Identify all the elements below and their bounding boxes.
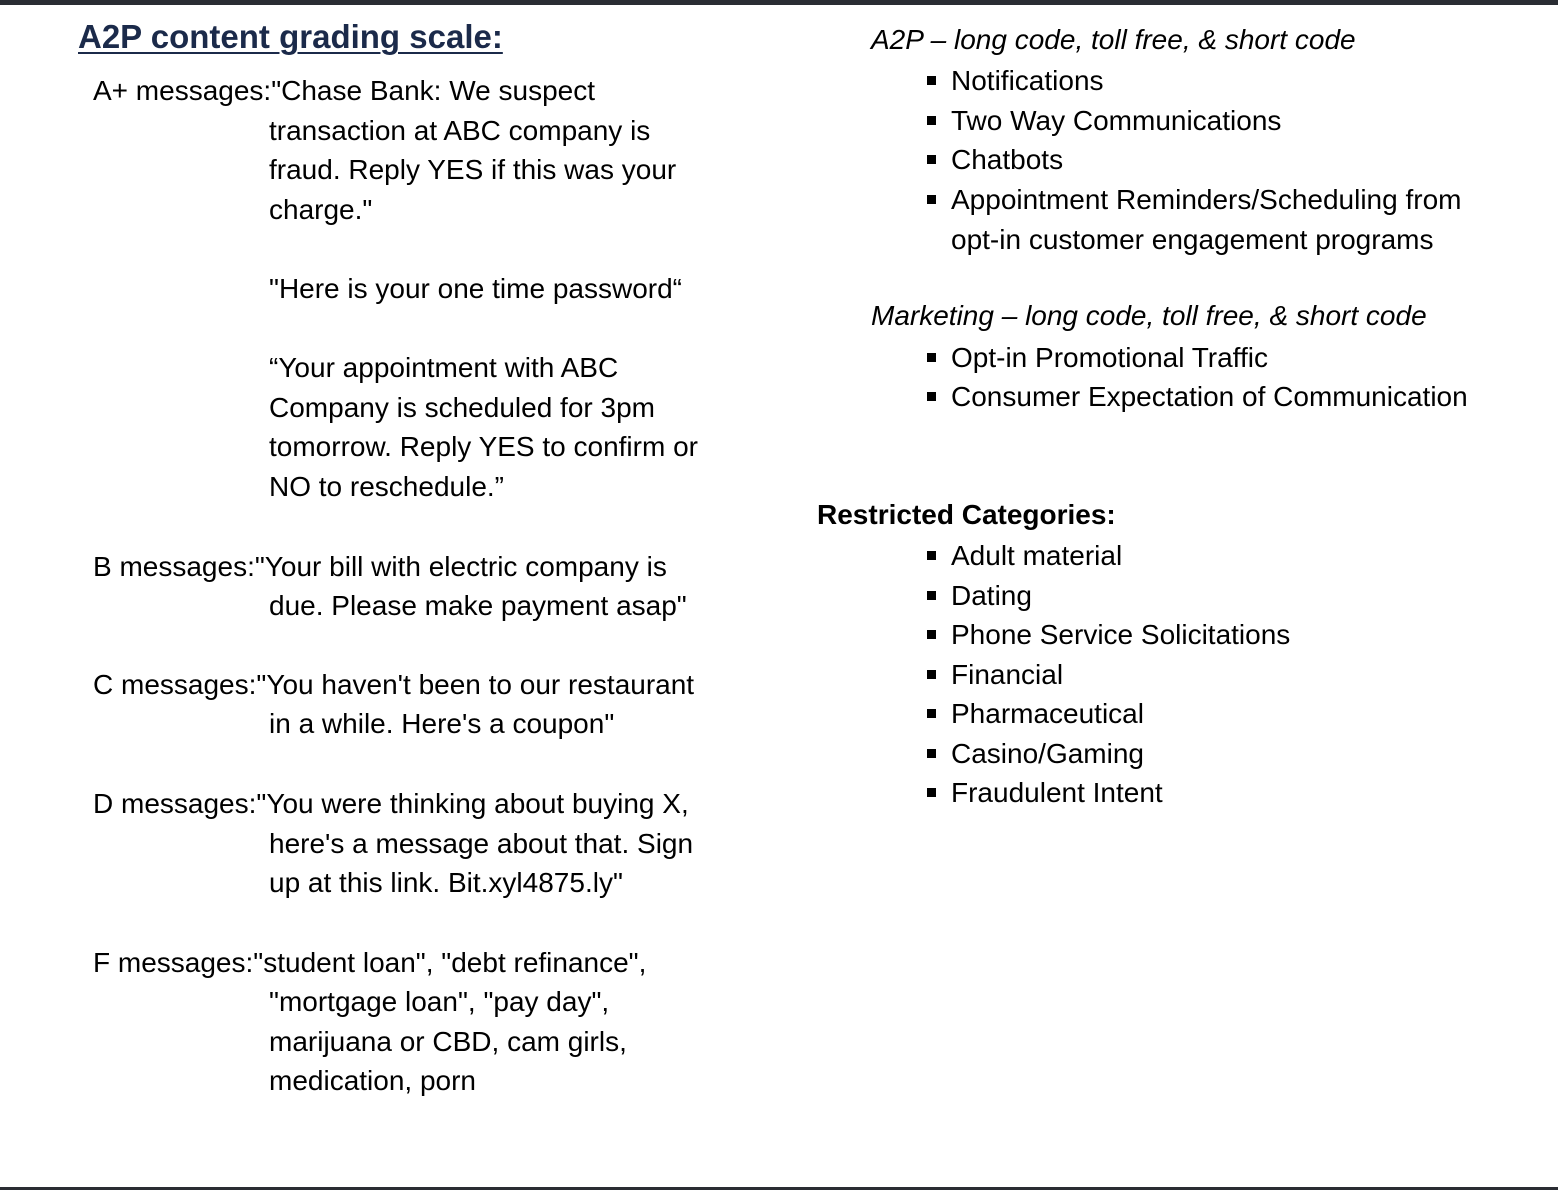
grade-f-label: F messages: xyxy=(93,947,254,978)
page-title: A2P content grading scale: xyxy=(78,18,503,55)
grade-d-line-1: "You were thinking about buying X, xyxy=(256,788,689,819)
bullet-square-icon xyxy=(927,591,936,600)
bullet-square-icon xyxy=(927,709,936,718)
grade-d-label: D messages: xyxy=(93,788,257,819)
bullet-square-icon xyxy=(927,749,936,758)
bullet-square-icon xyxy=(927,551,936,560)
bullet-square-icon xyxy=(927,116,936,125)
bullet-square-icon xyxy=(927,195,936,204)
grade-aplus-line-5: "Here is your one time password“ xyxy=(269,273,682,304)
grade-aplus-line-2: transaction at ABC company is xyxy=(269,115,651,146)
marketing-section-title: Marketing – long code, toll free, & short code xyxy=(871,300,1427,331)
bullet-square-icon xyxy=(927,155,936,164)
grade-f-first-line xyxy=(93,943,646,983)
restricted-section-title: Restricted Categories: xyxy=(817,499,1116,530)
bullet-square-icon xyxy=(927,353,936,362)
grade-aplus-line-8: tomorrow. Reply YES to confirm or xyxy=(269,431,698,462)
grade-b-label: B messages: xyxy=(93,551,255,582)
bullet-square-icon xyxy=(927,670,936,679)
grade-aplus-label: A+ messages: xyxy=(93,75,272,106)
categories-column xyxy=(800,0,1558,1190)
grade-aplus-line-4: charge." xyxy=(269,194,373,225)
grade-c-first-line xyxy=(93,665,694,705)
grade-aplus-first-line xyxy=(93,71,595,111)
bullet-square-icon xyxy=(927,630,936,639)
bullet-square-icon xyxy=(927,392,936,401)
grade-aplus-line-9: NO to reschedule.” xyxy=(269,471,504,502)
grade-c-line-2: in a while. Here's a coupon" xyxy=(269,708,615,739)
grade-f-line-2: "mortgage loan", "pay day", xyxy=(269,986,610,1017)
grade-f-line-1: "student loan", "debt refinance", xyxy=(253,947,647,978)
bullet-square-icon xyxy=(927,76,936,85)
grade-c-label: C messages: xyxy=(93,669,257,700)
grade-b-line-1: "Your bill with electric company is xyxy=(254,551,667,582)
grade-aplus-line-1: "Chase Bank: We suspect xyxy=(271,75,596,106)
grade-d-line-2: here's a message about that. Sign xyxy=(269,828,694,859)
grade-b-line-2: due. Please make payment asap" xyxy=(269,590,687,621)
grade-f-line-3: marijuana or CBD, cam girls, xyxy=(269,1026,627,1057)
a2p-section-title: A2P – long code, toll free, & short code xyxy=(871,24,1356,55)
grade-b-first-line xyxy=(93,547,667,587)
grade-aplus-line-3: fraud. Reply YES if this was your xyxy=(269,154,677,185)
grade-d-first-line xyxy=(93,784,689,824)
bullet-square-icon xyxy=(927,788,936,797)
grade-d-line-3: up at this link. Bit.xyl4875.ly" xyxy=(269,867,623,898)
grade-aplus-line-7: Company is scheduled for 3pm xyxy=(269,392,655,423)
grade-c-line-1: "You haven't been to our restaurant xyxy=(256,669,695,700)
grade-aplus-line-6: “Your appointment with ABC xyxy=(269,352,619,383)
grade-f-line-4: medication, porn xyxy=(269,1065,477,1096)
